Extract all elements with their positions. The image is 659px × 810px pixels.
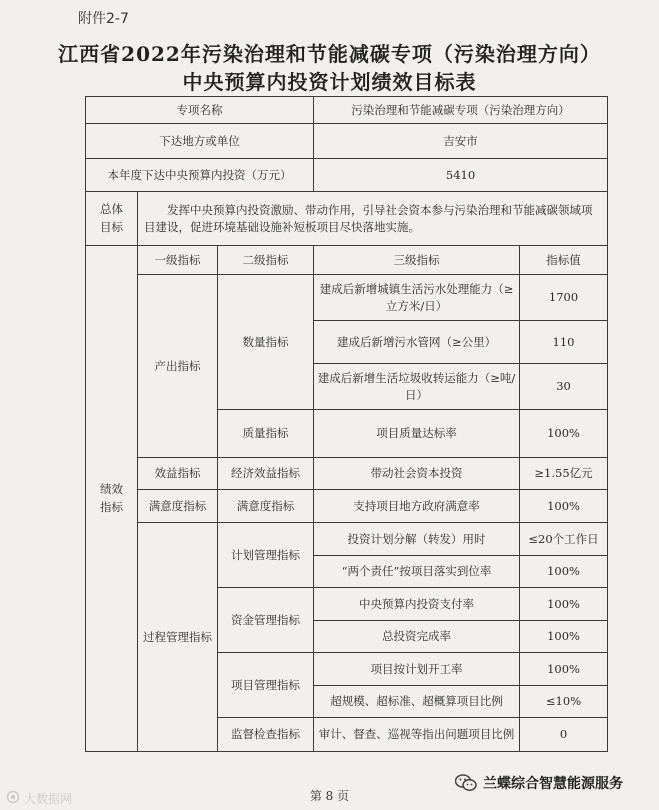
indicator-name: 建成后新增污水管网（≥公里） xyxy=(314,321,520,364)
watermark-left xyxy=(6,790,72,807)
watermark-right-text: 兰蝶综合智慧能源服务 xyxy=(483,776,623,792)
watermark-left-text: 大数据网 xyxy=(24,792,73,806)
indicator-value: 100% xyxy=(520,556,608,588)
indicator-value: 100% xyxy=(520,410,608,458)
quantity-indicator: 数量指标 xyxy=(218,275,314,410)
attachment-label: 附件2-7 xyxy=(78,11,129,27)
document-title-line2: 中央预算内投资计划绩效目标表 xyxy=(182,70,477,94)
fund-management-indicator: 资金管理指标 xyxy=(218,588,314,653)
investment-value: 5410 xyxy=(314,159,608,192)
indicator-value: 100% xyxy=(520,621,608,653)
header-level1: 一级指标 xyxy=(138,246,218,275)
region-value: 吉安市 xyxy=(314,124,608,159)
process-management-indicator: 过程管理指标 xyxy=(138,523,218,752)
indicator-value: 110 xyxy=(520,321,608,364)
indicator-name: “两个责任”按项目落实到位率 xyxy=(314,556,520,588)
satisfaction-indicator-level2: 满意度指标 xyxy=(218,490,314,523)
performance-indicator-label: 绩效指标 xyxy=(86,246,138,752)
project-management-indicator: 项目管理指标 xyxy=(218,653,314,718)
economic-benefit-indicator: 经济效益指标 xyxy=(218,458,314,490)
header-level2: 二级指标 xyxy=(218,246,314,275)
table-row xyxy=(86,458,608,490)
info-row-project xyxy=(86,97,608,124)
indicator-name: 审计、督查、巡视等指出问题项目比例 xyxy=(314,718,520,752)
project-name-label: 专项名称 xyxy=(86,97,314,124)
indicator-value: ≥1.55亿元 xyxy=(520,458,608,490)
watermark-logo-icon xyxy=(6,790,20,807)
quality-indicator: 质量指标 xyxy=(218,410,314,458)
indicator-value: 100% xyxy=(520,653,608,686)
investment-label: 本年度下达中央预算内投资（万元） xyxy=(86,159,314,192)
plan-management-indicator: 计划管理指标 xyxy=(218,523,314,588)
indicator-value: 100% xyxy=(520,490,608,523)
supervision-indicator: 监督检查指标 xyxy=(218,718,314,752)
region-label: 下达地方或单位 xyxy=(86,124,314,159)
indicator-name: 带动社会资本投资 xyxy=(314,458,520,490)
satisfaction-indicator-level1: 满意度指标 xyxy=(138,490,218,523)
indicator-name: 支持项目地方政府满意率 xyxy=(314,490,520,523)
info-row-investment xyxy=(86,159,608,192)
table-row xyxy=(86,490,608,523)
indicator-name: 总投资完成率 xyxy=(314,621,520,653)
indicator-name: 建成后新增城镇生活污水处理能力（≥立方米/日） xyxy=(314,275,520,321)
indicator-name: 中央预算内投资支付率 xyxy=(314,588,520,621)
indicator-value: ≤10% xyxy=(520,686,608,718)
wechat-icon xyxy=(455,774,477,792)
indicator-name: 建成后新增生活垃圾收转运能力（≥吨/日） xyxy=(314,364,520,410)
indicator-value: 0 xyxy=(520,718,608,752)
page-number: 第 8 页 xyxy=(309,789,350,803)
indicator-name: 项目按计划开工率 xyxy=(314,653,520,686)
info-row-region xyxy=(86,124,608,159)
indicator-value: ≤20个工作日 xyxy=(520,523,608,556)
perf-header-row xyxy=(86,246,608,275)
table-row xyxy=(86,523,608,556)
indicator-value: 100% xyxy=(520,588,608,621)
header-value: 指标值 xyxy=(520,246,608,275)
indicator-value: 1700 xyxy=(520,275,608,321)
indicator-value: 30 xyxy=(520,364,608,410)
benefit-indicator: 效益指标 xyxy=(138,458,218,490)
table-row xyxy=(86,275,608,321)
overall-goal-label: 总体目标 xyxy=(86,192,138,246)
header-level3: 三级指标 xyxy=(314,246,520,275)
watermark-right xyxy=(455,773,623,793)
performance-table xyxy=(85,96,608,752)
output-indicator: 产出指标 xyxy=(138,275,218,458)
goal-row xyxy=(86,192,608,246)
indicator-name: 投资计划分解（转发）用时 xyxy=(314,523,520,556)
indicator-name: 项目质量达标率 xyxy=(314,410,520,458)
overall-goal-text: 发挥中央预算内投资激励、带动作用，引导社会资本参与污染治理和节能减碳领域项目建设，促进环境基础设施补短板项目尽快落地实施。 xyxy=(138,192,608,246)
project-name-value: 污染治理和节能减碳专项（污染治理方向） xyxy=(314,97,608,124)
document-title-line1: 江西省2022年污染治理和节能减碳专项（污染治理方向） xyxy=(58,42,601,66)
indicator-name: 超规模、超标准、超概算项目比例 xyxy=(314,686,520,718)
